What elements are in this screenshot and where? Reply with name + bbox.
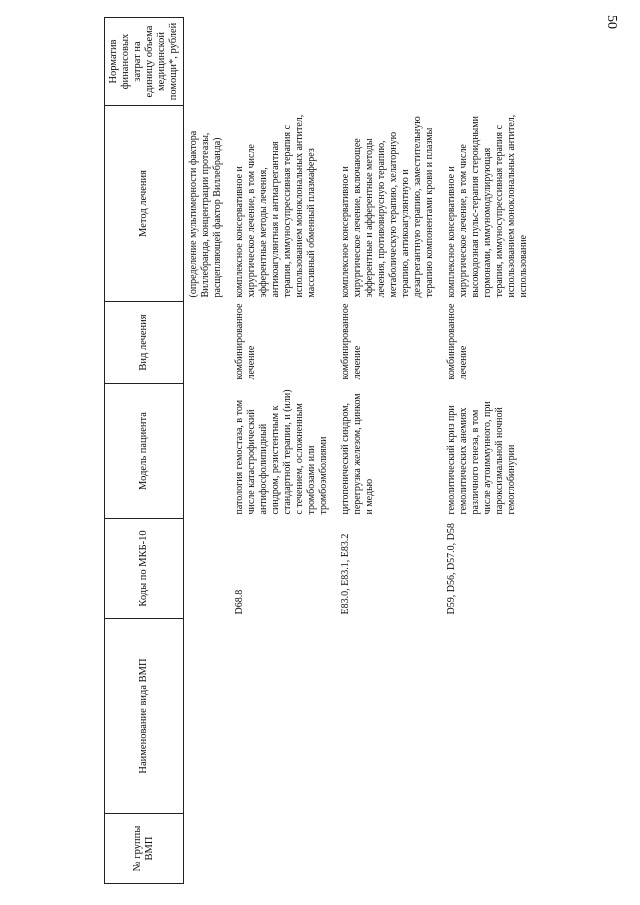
header-patient-model: Модель пациента <box>105 384 184 519</box>
row-model <box>184 384 231 519</box>
row-codes: D59, D56, D57.0, D58 <box>446 523 457 615</box>
table-row <box>442 18 536 884</box>
rotated-table-container <box>104 18 624 884</box>
header-treatment-method: Метод лечения <box>105 106 184 302</box>
row-codes: D68.8 <box>234 589 245 615</box>
header-group-no: № группы ВМП <box>105 814 184 884</box>
header-cost-norm: Норматив финансовых затрат на единицу объема медицинской помощи*, рублей <box>105 18 184 106</box>
table-row <box>230 18 336 884</box>
row-codes: E83.0, E83.1, E83.2 <box>340 533 351 615</box>
row-method: комплексное консервативное и хирургическое лечение, в том числе высокодозная пульс-терапия стероидными гормонами, иммуномодулирующая терапия, иммуносупрессивная терапия с использованием моноклональных антител, использование <box>446 114 529 298</box>
header-vmp-name: Наименование вида ВМП <box>105 619 184 814</box>
header-mkb-codes: Коды по МКБ-10 <box>105 519 184 619</box>
row-codes <box>184 519 231 619</box>
row-method: комплексное консервативное и хирургическое лечение, включающее эфферентные и афферентные методы лечения, противовирусную терапию, метаболическую терапию, хелаторную терапию, антикоагулянтную и дезагрегантную терапию, заместительную терапию компонентами крови и плазмы <box>340 116 435 298</box>
vmp-table <box>104 17 536 884</box>
table-row <box>184 18 231 884</box>
page-number: 50 <box>604 15 619 29</box>
table-row <box>336 18 442 884</box>
header-treatment-type: Вид лечения <box>105 302 184 384</box>
row-type <box>184 302 231 384</box>
row-method: (определение мультимерности фактора Виллебранда, концентрации протеазы, расщепляющей фактор Виллебранда) <box>188 130 223 298</box>
row-model: патология гемостаза, в том числе катастрофический антифосфолипидный синдром, резистентным к стандартной терапии, и (или) с течением, осложненным тромбозами или тромбоэмболиями <box>234 389 329 515</box>
row-model: цитопенический синдром, перегрузка железом, цинком и медью <box>340 393 375 515</box>
row-type: комбинированное лечение <box>340 303 363 380</box>
row-method: комплексное консервативное и хирургическое лечение, в том числе эфферентные методы лечения, антикоагулянтная и антиагрегантная терапия, иммуносупрессивная терапия с использованием моноклональных антител, массивный обменный плазмаферез <box>234 114 317 298</box>
table-header-row <box>105 18 184 884</box>
row-type: комбинированное лечение <box>234 303 257 380</box>
row-model: гемолитический криз при гемолитических анемиях различного генеза, в том числе аутоиммунного, при пароксизмальной ночной гемоглобинурии <box>446 401 517 515</box>
row-type: комбинированное лечение <box>446 303 469 380</box>
